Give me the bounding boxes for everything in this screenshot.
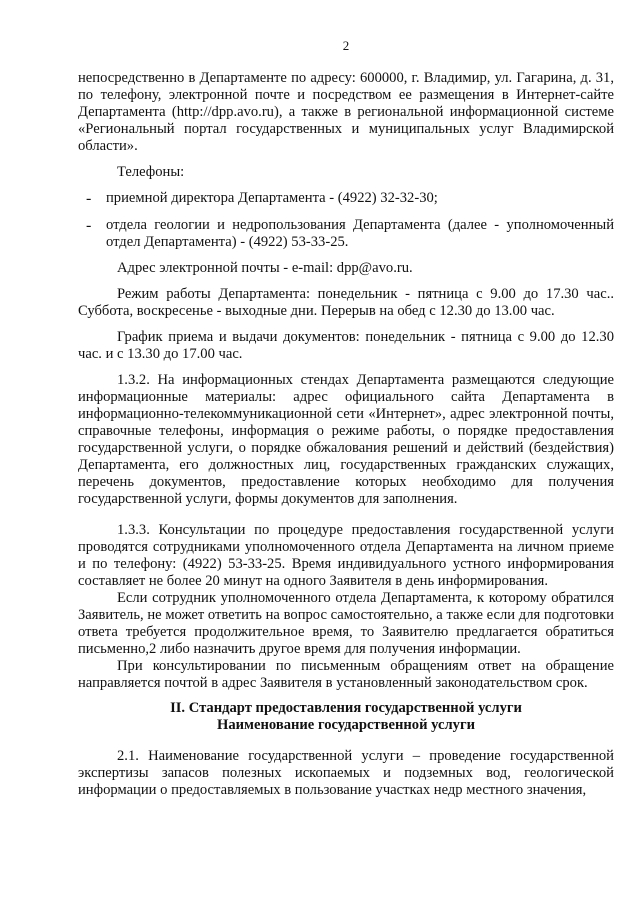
phone-item-text: отдела геологии и недропользования Департамента (далее - уполномоченный отдел Департамента) - (4922) 53-33-25. [106, 217, 614, 250]
paragraph-2-1: 2.1. Наименование государственной услуги – проведение государственной экспертизы запасов полезных ископаемых и подземных вод, геологической информации о предоставляемых в пользование участках недр местного значения, [78, 748, 614, 798]
section-title: II. Стандарт предоставления государственной услуги [170, 700, 522, 716]
paragraph-1-3-3: 1.3.3. Консультации по процедуре предоставления государственной услуги проводятся сотрудниками уполномоченного отдела Департамента на личном приеме и по телефону: (4922) 53-33-25. Время индивидуального устного информирования составляет не более 20 минут на одного Заявителя в день информирования. [78, 522, 614, 589]
phone-item-reception [78, 190, 614, 208]
section-subtitle: Наименование государственной услуги [217, 717, 475, 733]
phones-label: Телефоны: [117, 164, 185, 180]
phone-item-geology-department [78, 217, 614, 251]
dash-marker: - [86, 217, 92, 234]
reception-schedule: График приема и выдачи документов: понедельник - пятница с 9.00 до 12.30 час. и с 13.30 до 17.00 час. [78, 329, 614, 362]
email-line: Адрес электронной почты - e-mail: dpp@avo.ru. [117, 260, 413, 276]
paragraph-intro: непосредственно в Департаменте по адресу: 600000, г. Владимир, ул. Гагарина, д. 31, по телефону, электронной почте и посредством ее размещения в Интернет-сайте Департамента (http://dpp.avo.ru), а также в региональной информационной системе «Региональный портал государственных и муниципальных услуг Владимирской области». [78, 70, 614, 154]
page-number: 2 [342, 38, 350, 53]
paragraph-cannot-answer: Если сотрудник уполномоченного отдела Департамента, к которому обратился Заявитель, не может ответить на вопрос самостоятельно, а также если для подготовки ответа требуется продолжительное время, то Заявителю предлагается обратиться письменно,2 либо назначить другое время для получения информации. [78, 590, 614, 657]
work-hours: Режим работы Департамента: понедельник - пятница с 9.00 до 17.30 час.. Суббота, воскресенье - выходные дни. Перерыв на обед с 12.30 до 13.00 час. [78, 286, 614, 319]
phone-item-text: приемной директора Департамента - (4922) 32-32-30; [106, 190, 438, 206]
paragraph-1-3-2: 1.3.2. На информационных стендах Департамента размещаются следующие информационные материалы: адрес официального сайта Департамента в информационно-телекоммуникационной сети «Интернет», адрес электронной почты, справочные телефоны, информация о режиме работы, о порядке предоставления государственной услуги, о порядке обжалования решений и действий (бездействия) Департамента, его должностных лиц, государственных гражданских служащих, перечень документов, предоставление которых необходимо для получения государственной услуги, формы документов для заполнения. [78, 372, 614, 507]
dash-marker: - [86, 190, 92, 207]
paragraph-written-requests: При консультировании по письменным обращениям ответ на обращение направляется почтой в адрес Заявителя в установленный законодательством срок. [78, 658, 614, 691]
